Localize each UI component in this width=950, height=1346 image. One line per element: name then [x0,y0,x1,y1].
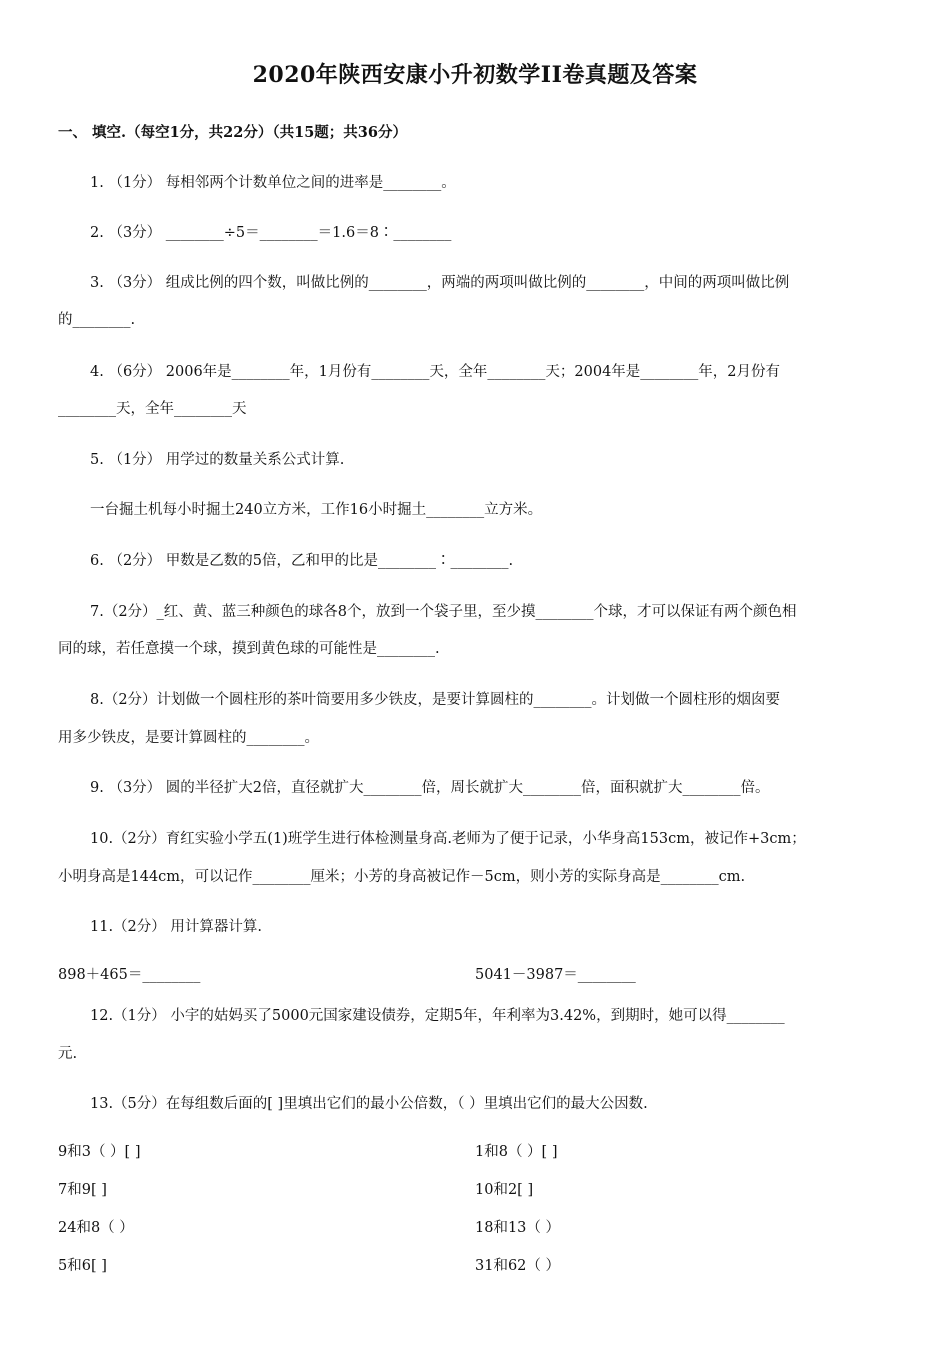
q13-row-1-right: 1和8（ ）[ ] [475,1144,558,1160]
q13-row-3-right: 18和13（ ） [475,1220,561,1236]
question-1: 1. （1分） 每相邻两个计数单位之间的进率是________。 [90,175,456,191]
question-10-cont: 小明身高是144cm，可以记作________厘米；小芳的身高被记作－5cm，则小芳的实际身高是________cm. [58,869,746,885]
question-5: 5. （1分） 用学过的数量关系公式计算. [90,452,345,468]
question-2: 2. （3分） ________÷5＝________＝1.6＝8∶________ [90,225,452,241]
question-10: 10.（2分）育红实验小学五(1)班学生进行体检测量身高.老师为了便于记录，小华身高153cm，被记作+3cm； [90,831,806,847]
question-11-left: 898＋465＝________ [58,967,201,983]
page-title: 2020年陕西安康小升初数学II卷真题及答案 [252,62,698,88]
q13-row-1-left: 9和3（ ）[ ] [58,1144,141,1160]
question-3-cont: 的________. [58,312,136,328]
question-12: 12.（1分） 小宇的姑妈买了5000元国家建设债券，定期5年，年利率为3.42%，到期时，她可以得________ [90,1008,785,1024]
question-4-cont: ________天，全年________天 [58,401,247,417]
q13-row-3-left: 24和8（ ） [58,1220,134,1236]
question-9: 9. （3分） 圆的半径扩大2倍，直径就扩大________倍，周长就扩大________倍，面积就扩大________倍。 [90,780,770,796]
section-heading: 一、 填空.（每空1分，共22分）（共15题；共36分） [58,124,407,141]
question-13: 13.（5分）在每组数后面的[ ]里填出它们的最小公倍数，（ ）里填出它们的最大公因数. [90,1096,648,1112]
q13-row-4-left: 5和6[ ] [58,1258,107,1274]
q13-row-4-right: 31和62（ ） [475,1258,561,1274]
question-12-cont: 元. [58,1046,78,1062]
q13-row-2-right: 10和2[ ] [475,1182,534,1198]
question-11-right: 5041－3987＝________ [475,967,636,983]
q13-row-2-left: 7和9[ ] [58,1182,107,1198]
question-8-cont: 用多少铁皮，是要计算圆柱的________。 [58,730,319,746]
question-6: 6. （2分） 甲数是乙数的5倍，乙和甲的比是________∶________. [90,553,514,569]
question-3: 3. （3分） 组成比例的四个数，叫做比例的________，两端的两项叫做比例的________，中间的两项叫做比例 [90,275,790,291]
question-7-cont: 同的球，若任意摸一个球，摸到黄色球的可能性是________. [58,641,440,657]
question-4: 4. （6分） 2006年是________年，1月份有________天，全年________天；2004年是________年，2月份有 [90,364,781,380]
question-8: 8.（2分）计划做一个圆柱形的茶叶筒要用多少铁皮，是要计算圆柱的________。计划做一个圆柱形的烟囱要 [90,692,781,708]
question-11: 11.（2分） 用计算器计算. [90,919,263,935]
question-7: 7.（2分）_红、黄、蓝三种颜色的球各8个，放到一个袋子里，至少摸________个球，才可以保证有两个颜色相 [90,604,797,620]
question-5-body: 一台掘土机每小时掘土240立方米，工作16小时掘土________立方米。 [90,502,543,518]
